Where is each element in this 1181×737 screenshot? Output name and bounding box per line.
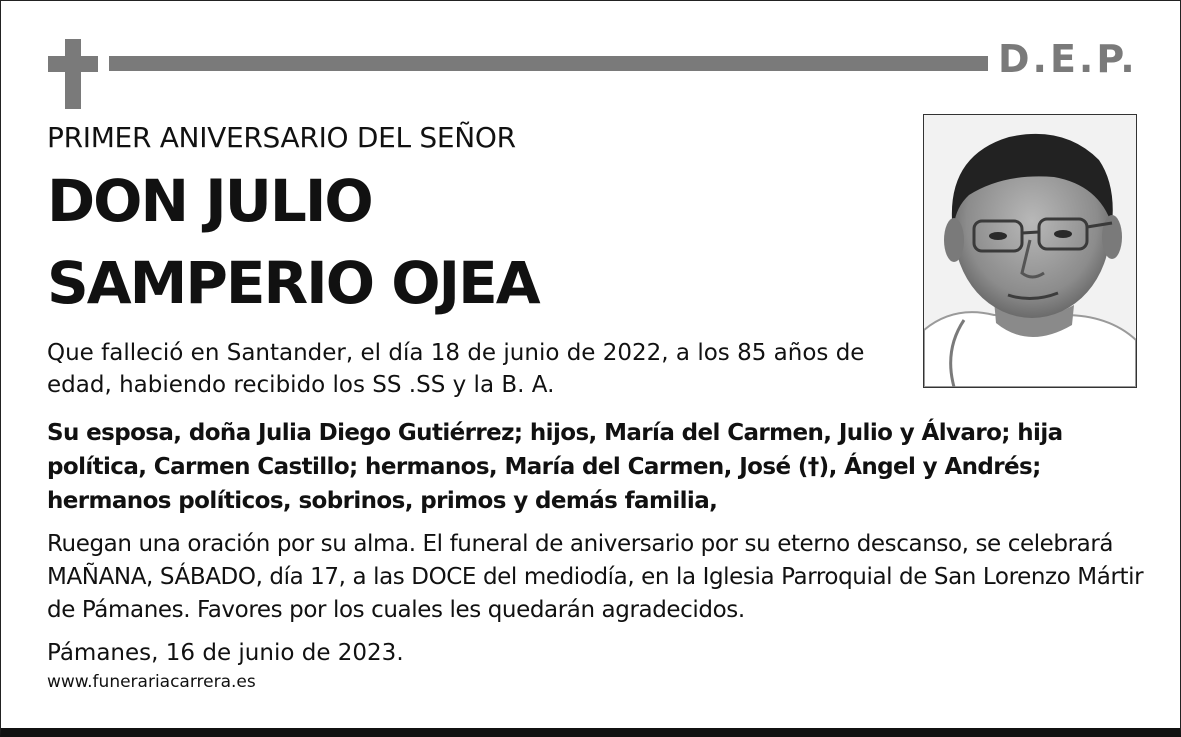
deceased-name-line1: DON JULIO [47, 167, 372, 235]
place-date-text: Pámanes, 16 de junio de 2023. [47, 640, 404, 666]
deceased-name-line2: SAMPERIO OJEA [47, 249, 539, 317]
cross-icon [48, 39, 98, 109]
family-text: Su esposa, doña Julia Diego Gutiérrez; hijos, María del Carmen, Julio y Álvaro; hija política, Carmen Castillo; hermanos, María del Carmen, José (†), Ángel y Andrés; hermanos políticos, sobrinos, primos y demás familia, [47, 420, 1063, 514]
header-rule [109, 56, 988, 71]
funeral-home-website: www.funerariacarrera.es [47, 672, 256, 692]
dep-label: D.E.P. [998, 37, 1138, 81]
notice-subtitle: PRIMER ANIVERSARIO DEL SEÑOR [47, 121, 516, 154]
portrait-photo [923, 114, 1137, 388]
death-info-text: Que falleció en Santander, el día 18 de junio de 2022, a los 85 años de edad, habiendo recibido los SS .SS y la B. A. [47, 340, 865, 398]
ceremony-text: Ruegan una oración por su alma. El funeral de aniversario por su eterno descanso, se celebrará MAÑANA, SÁBADO, día 17, a las DOCE del mediodía, en la Iglesia Parroquial de San Lorenzo Mártir de Pámanes. Favores por los cuales les quedarán agradecidos. [47, 531, 1144, 623]
